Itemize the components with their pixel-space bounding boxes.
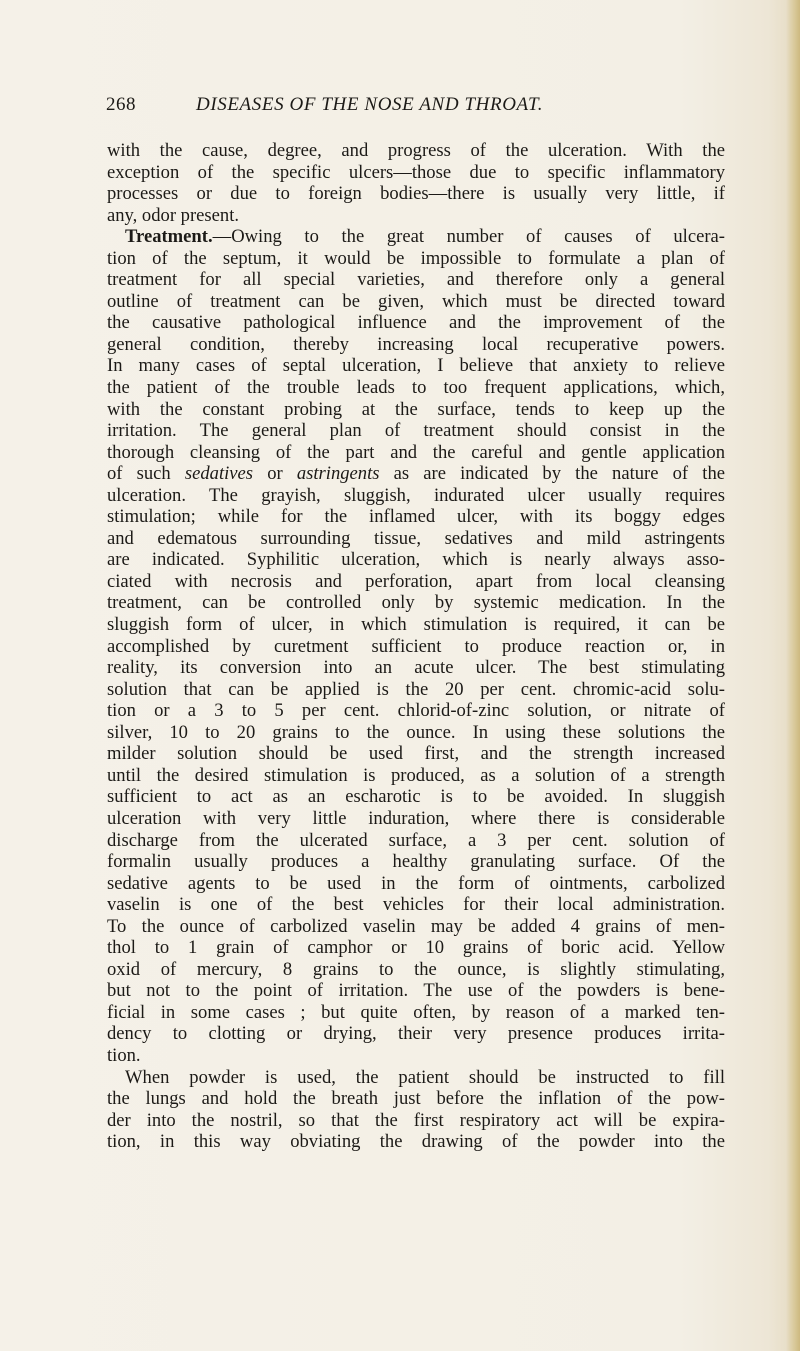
text-line: sedative agents to be used in the form of ointments, carbolized [107,872,725,894]
text-line: solution that can be applied is the 20 per cent. chromic-acid solu- [107,678,725,700]
text-line: sluggish form of ulcer, in which stimulation is required, it can be [107,614,725,636]
text-line: outline of treatment can be given, which must be directed toward [107,290,725,312]
text-line: the causative pathological influence and the improvement of the [107,312,725,334]
text-line: and edematous surrounding tissue, sedatives and mild astringents [107,527,725,549]
text-line: ulceration with very little induration, where there is considerable [107,807,725,829]
text-line: stimulation; while for the inflamed ulcer, with its boggy edges [107,506,725,528]
text-line: tion. [107,1044,141,1066]
text-line: dency to clotting or drying, their very presence produces irrita- [107,1023,725,1045]
text-line: the lungs and hold the breath just before the inflation of the pow- [107,1088,725,1110]
text-line: tion, in this way obviating the drawing of the powder into the [107,1131,725,1153]
text-line: tion of the septum, it would be impossible to formulate a plan of [107,247,725,269]
text-line: exception of the specific ulcers—those due to specific inflammatory [107,161,725,183]
page-header [106,94,726,120]
text-line: accomplished by curetment sufficient to produce reaction or, in [107,635,725,657]
text-line: ulceration. The grayish, sluggish, indurated ulcer usually requires [107,484,725,506]
text-line: ciated with necrosis and perforation, apart from local cleansing [107,570,725,592]
text-line: but not to the point of irritation. The use of the powders is bene- [107,980,725,1002]
text-line: general condition, thereby increasing local recuperative powers. [107,333,725,355]
body-text [107,140,725,1153]
page-number: 268 [106,94,136,115]
text-line: milder solution should be used first, and the strength increased [107,743,725,765]
text-line: any, odor present. [107,204,240,226]
section-heading-treatment: Treatment. [125,226,213,248]
text-line-fragment: or [267,463,283,485]
text-line: the patient of the trouble leads to too frequent applications, which, [107,377,725,399]
italic-term-sedatives: sedatives [184,463,254,485]
text-line: are indicated. Syphilitic ulceration, which is nearly always asso- [107,549,725,571]
text-line: thol to 1 grain of camphor or 10 grains of boric acid. Yellow [107,937,725,959]
text-line: formalin usually produces a healthy granulating surface. Of the [107,851,725,873]
text-line [107,226,725,248]
running-title: DISEASES OF THE NOSE AND THROAT. [196,94,544,115]
text-line: treatment for all special varieties, and therefore only a general [107,269,725,291]
text-line [107,463,725,485]
page-edge-shading [786,0,800,1351]
text-line: until the desired stimulation is produced, as a solution of a strength [107,764,725,786]
text-line: tion or a 3 to 5 per cent. chlorid-of-zinc solution, or nitrate of [107,700,725,722]
text-line-fragment: —Owing to the great number of causes of ulcera- [212,226,725,248]
text-line: In many cases of septal ulceration, I believe that anxiety to relieve [107,355,725,377]
text-line: irritation. The general plan of treatment should consist in the [107,420,725,442]
text-line: discharge from the ulcerated surface, a 3 per cent. solution of [107,829,725,851]
text-line: ficial in some cases ; but quite often, by reason of a marked ten- [107,1001,725,1023]
text-line: reality, its conversion into an acute ulcer. The best stimulating [107,657,725,679]
text-line: treatment, can be controlled only by systemic medication. In the [107,592,725,614]
text-line: silver, 10 to 20 grains to the ounce. In using these solutions the [107,721,725,743]
text-line: processes or due to foreign bodies—there is usually very little, if [107,183,725,205]
text-line: with the constant probing at the surface, tends to keep up the [107,398,725,420]
text-line: sufficient to act as an escharotic is to be avoided. In sluggish [107,786,725,808]
text-line: oxid of mercury, 8 grains to the ounce, is slightly stimulating, [107,958,725,980]
text-line-fragment: of such [107,463,171,485]
text-line: To the ounce of carbolized vaselin may be added 4 grains of men- [107,915,725,937]
text-line: with the cause, degree, and progress of the ulceration. With the [107,140,725,161]
text-line: When powder is used, the patient should be instructed to fill [125,1066,725,1088]
text-line-fragment: as are indicated by the nature of the [393,463,725,485]
text-line: vaselin is one of the best vehicles for their local administration. [107,894,725,916]
italic-term-astringents: astringents [296,463,380,485]
text-line: thorough cleansing of the part and the careful and gentle application [107,441,725,463]
text-line: der into the nostril, so that the first respiratory act will be expira- [107,1109,725,1131]
